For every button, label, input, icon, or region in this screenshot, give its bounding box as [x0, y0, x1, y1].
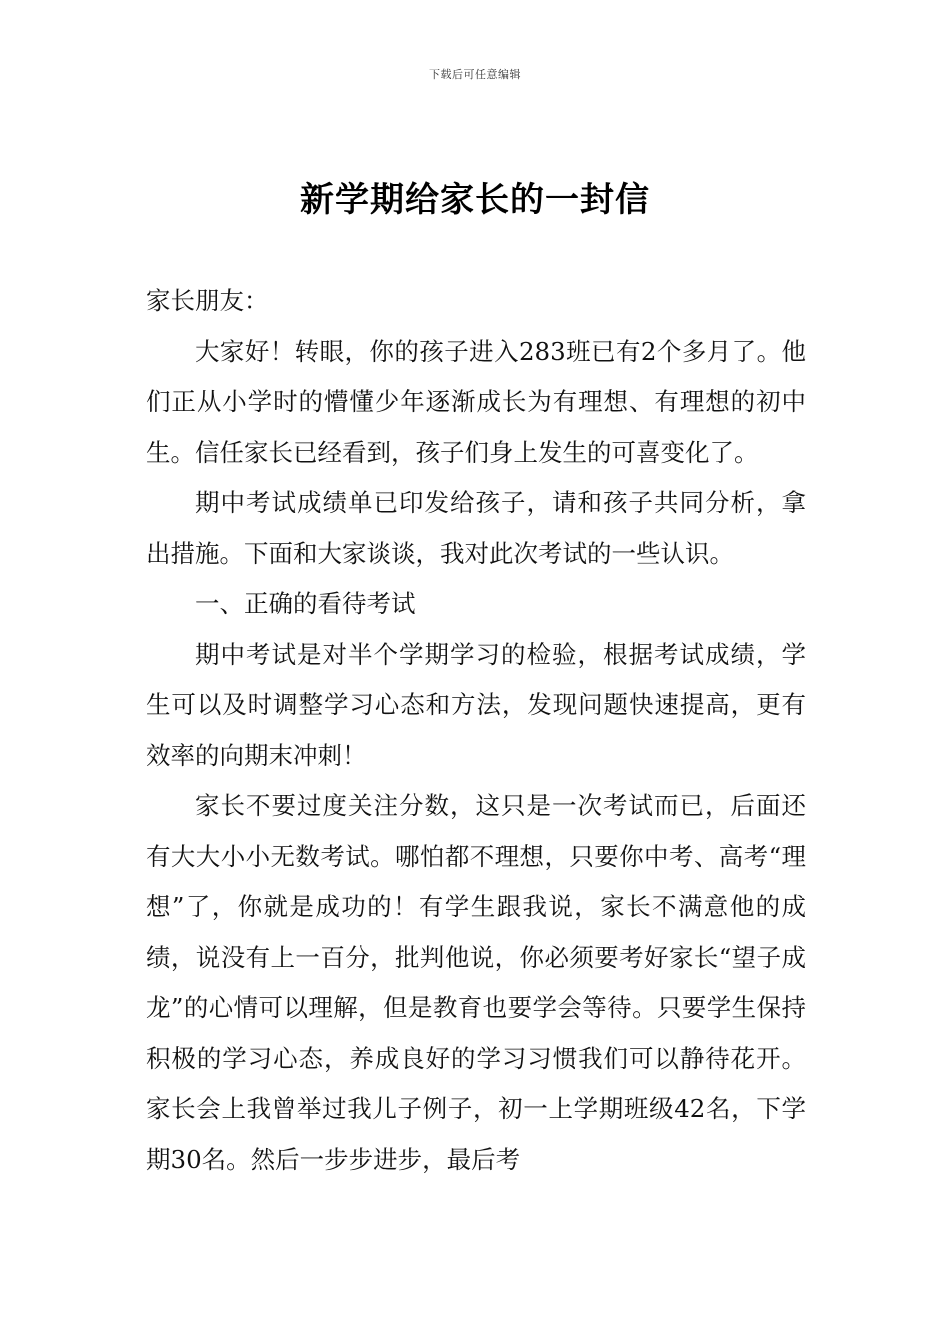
- paragraph-1: 大家好！转眼，你的孩子进入283班已有2个多月了。他们正从小学时的懵懂少年逐渐成长为有理想、有理想的初中生。信任家长已经看到，孩子们身上发生的可喜变化了。: [146, 336, 806, 467]
- header-note: 下载后可任意编辑: [429, 68, 521, 81]
- paragraph-3: 期中考试是对半个学期学习的检验，根据考试成绩，学生可以及时调整学习心态和方法，发现问题快速提高，更有效率的向期末冲刺！: [146, 639, 806, 770]
- greeting: 家长朋友：: [146, 286, 269, 315]
- paragraph-2: 期中考试成绩单已印发给孩子，请和孩子共同分析，拿出措施。下面和大家谈谈，我对此次考试的一些认识。: [146, 488, 806, 568]
- paragraph-4: 家长不要过度关注分数，这只是一次考试而已，后面还有大大小小无数考试。哪怕都不理想，只要你中考、高考“理想”了，你就是成功的！有学生跟我说，家长不满意他的成绩，说没有上一百分，批判他说，你必须要考好家长“望子成龙”的心情可以理解，但是教育也要学会等待。只要学生保持积极的学习心态，养成良好的学习习惯我们可以静待花开。家长会上我曾举过我儿子例子，初一上学期班级42名，下学期30名。然后一步步进步，最后考: [146, 791, 806, 1174]
- document-title: 新学期给家长的一封信: [300, 180, 650, 220]
- letter-body: [146, 276, 806, 1185]
- section-heading-1: 一、正确的看待考试: [195, 589, 416, 618]
